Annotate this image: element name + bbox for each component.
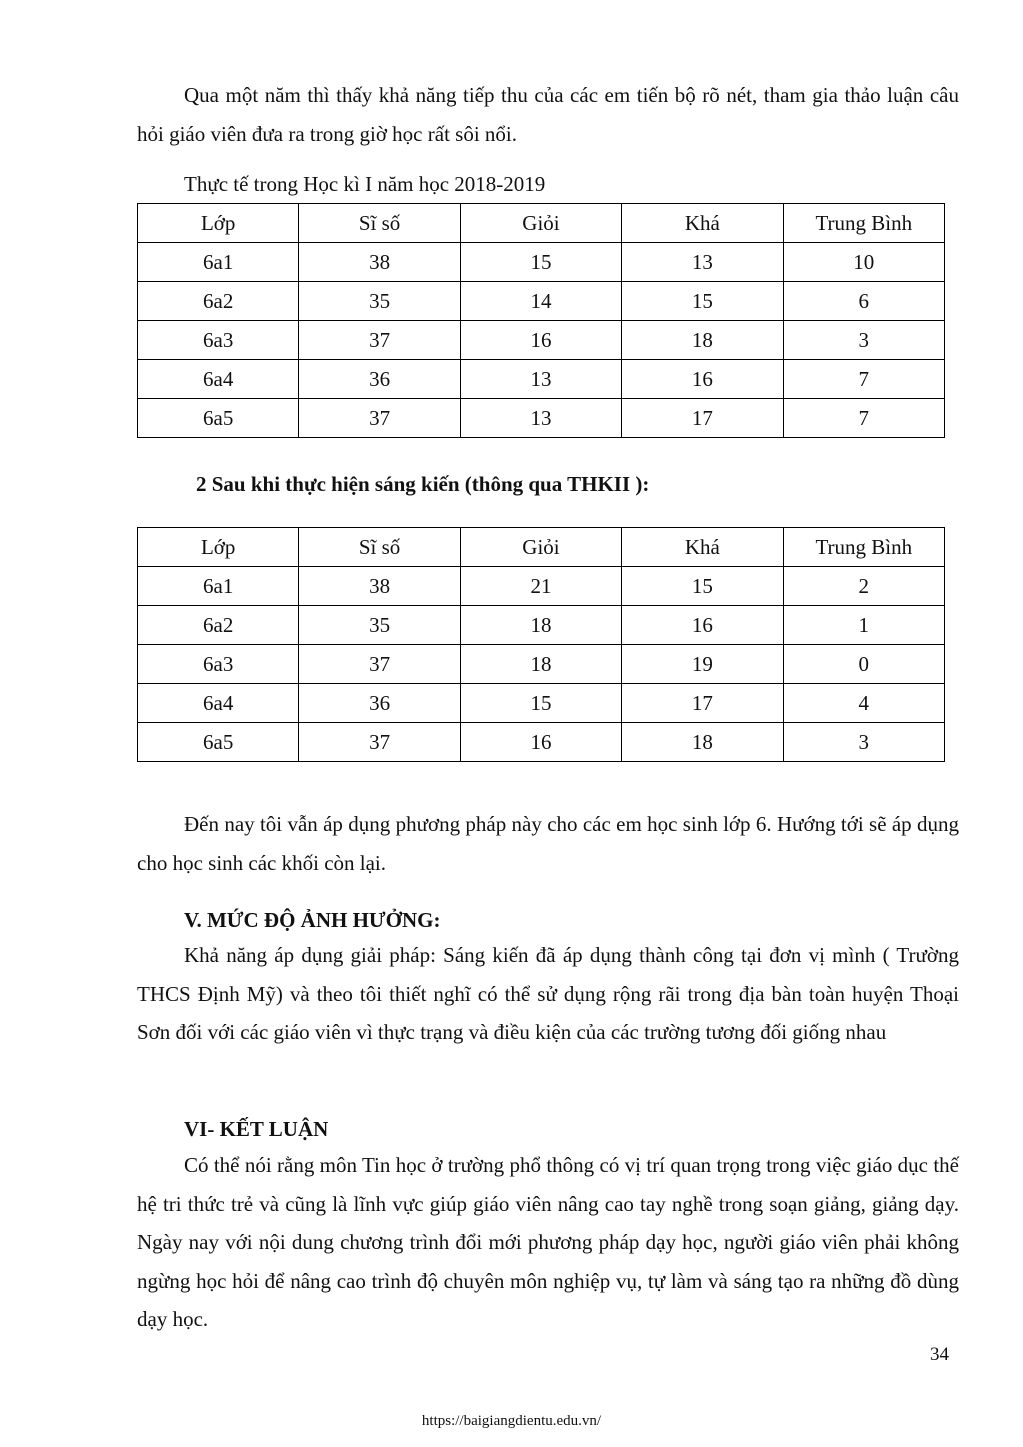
- table-cell: 6a4: [138, 684, 299, 723]
- header-row: [138, 204, 945, 243]
- table-cell: 6: [783, 282, 944, 321]
- section-vi-paragraph: Có thể nói rằng môn Tin học ở trường phổ thông có vị trí quan trọng trong việc giáo dục thế hệ tri thức trẻ và cũng là lĩnh vực giúp giáo viên nâng cao tay nghề trong soạn giảng, giảng dạy. Ngày nay với nội dung chương trình đổi mới phương pháp dạy học, người giáo viên phải không ngừng học hỏi để nâng cao trình độ chuyên môn nghiệp vụ, tự làm và sáng tạo ra những đồ dùng dạy học.: [137, 1153, 959, 1331]
- section-v-heading: V. MỨC ĐỘ ẢNH HƯỞNG:: [184, 908, 441, 932]
- table-cell: 16: [622, 360, 783, 399]
- table-cell: 21: [460, 567, 621, 606]
- table-cell: 6a5: [138, 723, 299, 762]
- header-cell: Sĩ số: [299, 204, 460, 243]
- header-cell: Giỏi: [460, 204, 621, 243]
- table-cell: 10: [783, 243, 944, 282]
- header-cell: Lớp: [138, 528, 299, 567]
- table-cell: 37: [299, 321, 460, 360]
- table-cell: 37: [299, 399, 460, 438]
- results-table-semester2: [137, 527, 945, 762]
- footer-url: https://baigiangdientu.edu.vn/: [421, 1413, 602, 1429]
- table-cell: 6a4: [138, 360, 299, 399]
- table-cell: 18: [622, 321, 783, 360]
- table-cell: 15: [622, 282, 783, 321]
- header-row: [138, 528, 945, 567]
- table-row: [138, 723, 945, 762]
- table-cell: 16: [460, 723, 621, 762]
- table-cell: 16: [460, 321, 621, 360]
- header-cell: Sĩ số: [299, 528, 460, 567]
- table-row: [138, 645, 945, 684]
- results-table-semester1: [137, 203, 945, 438]
- table-row: [138, 360, 945, 399]
- table-cell: 18: [622, 723, 783, 762]
- intro-paragraph: Qua một năm thì thấy khả năng tiếp thu của các em tiến bộ rõ nét, tham gia thảo luận câu hỏi giáo viên đưa ra trong giờ học rất sôi nổi.: [137, 83, 959, 146]
- header-cell: Khá: [622, 204, 783, 243]
- table-cell: 37: [299, 723, 460, 762]
- table-cell: 6a1: [138, 567, 299, 606]
- header-cell: Giỏi: [460, 528, 621, 567]
- table-row: [138, 684, 945, 723]
- table1-caption: Thực tế trong Học kì I năm học 2018-2019: [184, 172, 546, 196]
- table-cell: 13: [460, 360, 621, 399]
- table-row: [138, 399, 945, 438]
- table-cell: 36: [299, 684, 460, 723]
- table-cell: 18: [460, 645, 621, 684]
- table-row: [138, 321, 945, 360]
- table-cell: 6a3: [138, 321, 299, 360]
- table-cell: 2: [783, 567, 944, 606]
- section2-heading: 2 Sau khi thực hiện sáng kiến (thông qua THKII ):: [196, 472, 650, 496]
- table-cell: 17: [622, 399, 783, 438]
- table-row: [138, 243, 945, 282]
- table-cell: 6a2: [138, 282, 299, 321]
- table-cell: 1: [783, 606, 944, 645]
- table-cell: 18: [460, 606, 621, 645]
- table-cell: 17: [622, 684, 783, 723]
- table-cell: 19: [622, 645, 783, 684]
- table-cell: 38: [299, 243, 460, 282]
- table-cell: 38: [299, 567, 460, 606]
- table-cell: 3: [783, 723, 944, 762]
- table-cell: 3: [783, 321, 944, 360]
- after-table-paragraph: Đến nay tôi vẫn áp dụng phương pháp này cho các em học sinh lớp 6. Hướng tới sẽ áp dụng cho học sinh các khối còn lại.: [137, 812, 959, 875]
- table-cell: 6a2: [138, 606, 299, 645]
- table-cell: 4: [783, 684, 944, 723]
- table-cell: 0: [783, 645, 944, 684]
- header-cell: Khá: [622, 528, 783, 567]
- table-cell: 13: [622, 243, 783, 282]
- table-row: [138, 282, 945, 321]
- header-cell: Lớp: [138, 204, 299, 243]
- page-number: 34: [930, 1344, 949, 1365]
- table-cell: 35: [299, 606, 460, 645]
- table-cell: 6a5: [138, 399, 299, 438]
- header-cell: Trung Bình: [783, 204, 944, 243]
- table-cell: 13: [460, 399, 621, 438]
- table-row: [138, 606, 945, 645]
- table-cell: 7: [783, 399, 944, 438]
- table-cell: 15: [622, 567, 783, 606]
- table-cell: 7: [783, 360, 944, 399]
- table-cell: 6a1: [138, 243, 299, 282]
- table-cell: 36: [299, 360, 460, 399]
- section-vi-heading: VI- KẾT LUẬN: [184, 1117, 329, 1141]
- section-v-paragraph: Khả năng áp dụng giải pháp: Sáng kiến đã áp dụng thành công tại đơn vị mình ( Trường THCS Định Mỹ) và theo tôi thiết nghĩ có thể sử dụng rộng rãi trong địa bàn toàn huyện Thoại Sơn đối với các giáo viên vì thực trạng và điều kiện của các trường tương đối giống nhau: [137, 943, 959, 1044]
- table-cell: 14: [460, 282, 621, 321]
- table-cell: 37: [299, 645, 460, 684]
- table-row: [138, 567, 945, 606]
- table-cell: 16: [622, 606, 783, 645]
- table-cell: 15: [460, 684, 621, 723]
- table-cell: 35: [299, 282, 460, 321]
- table-cell: 6a3: [138, 645, 299, 684]
- header-cell: Trung Bình: [783, 528, 944, 567]
- table-cell: 15: [460, 243, 621, 282]
